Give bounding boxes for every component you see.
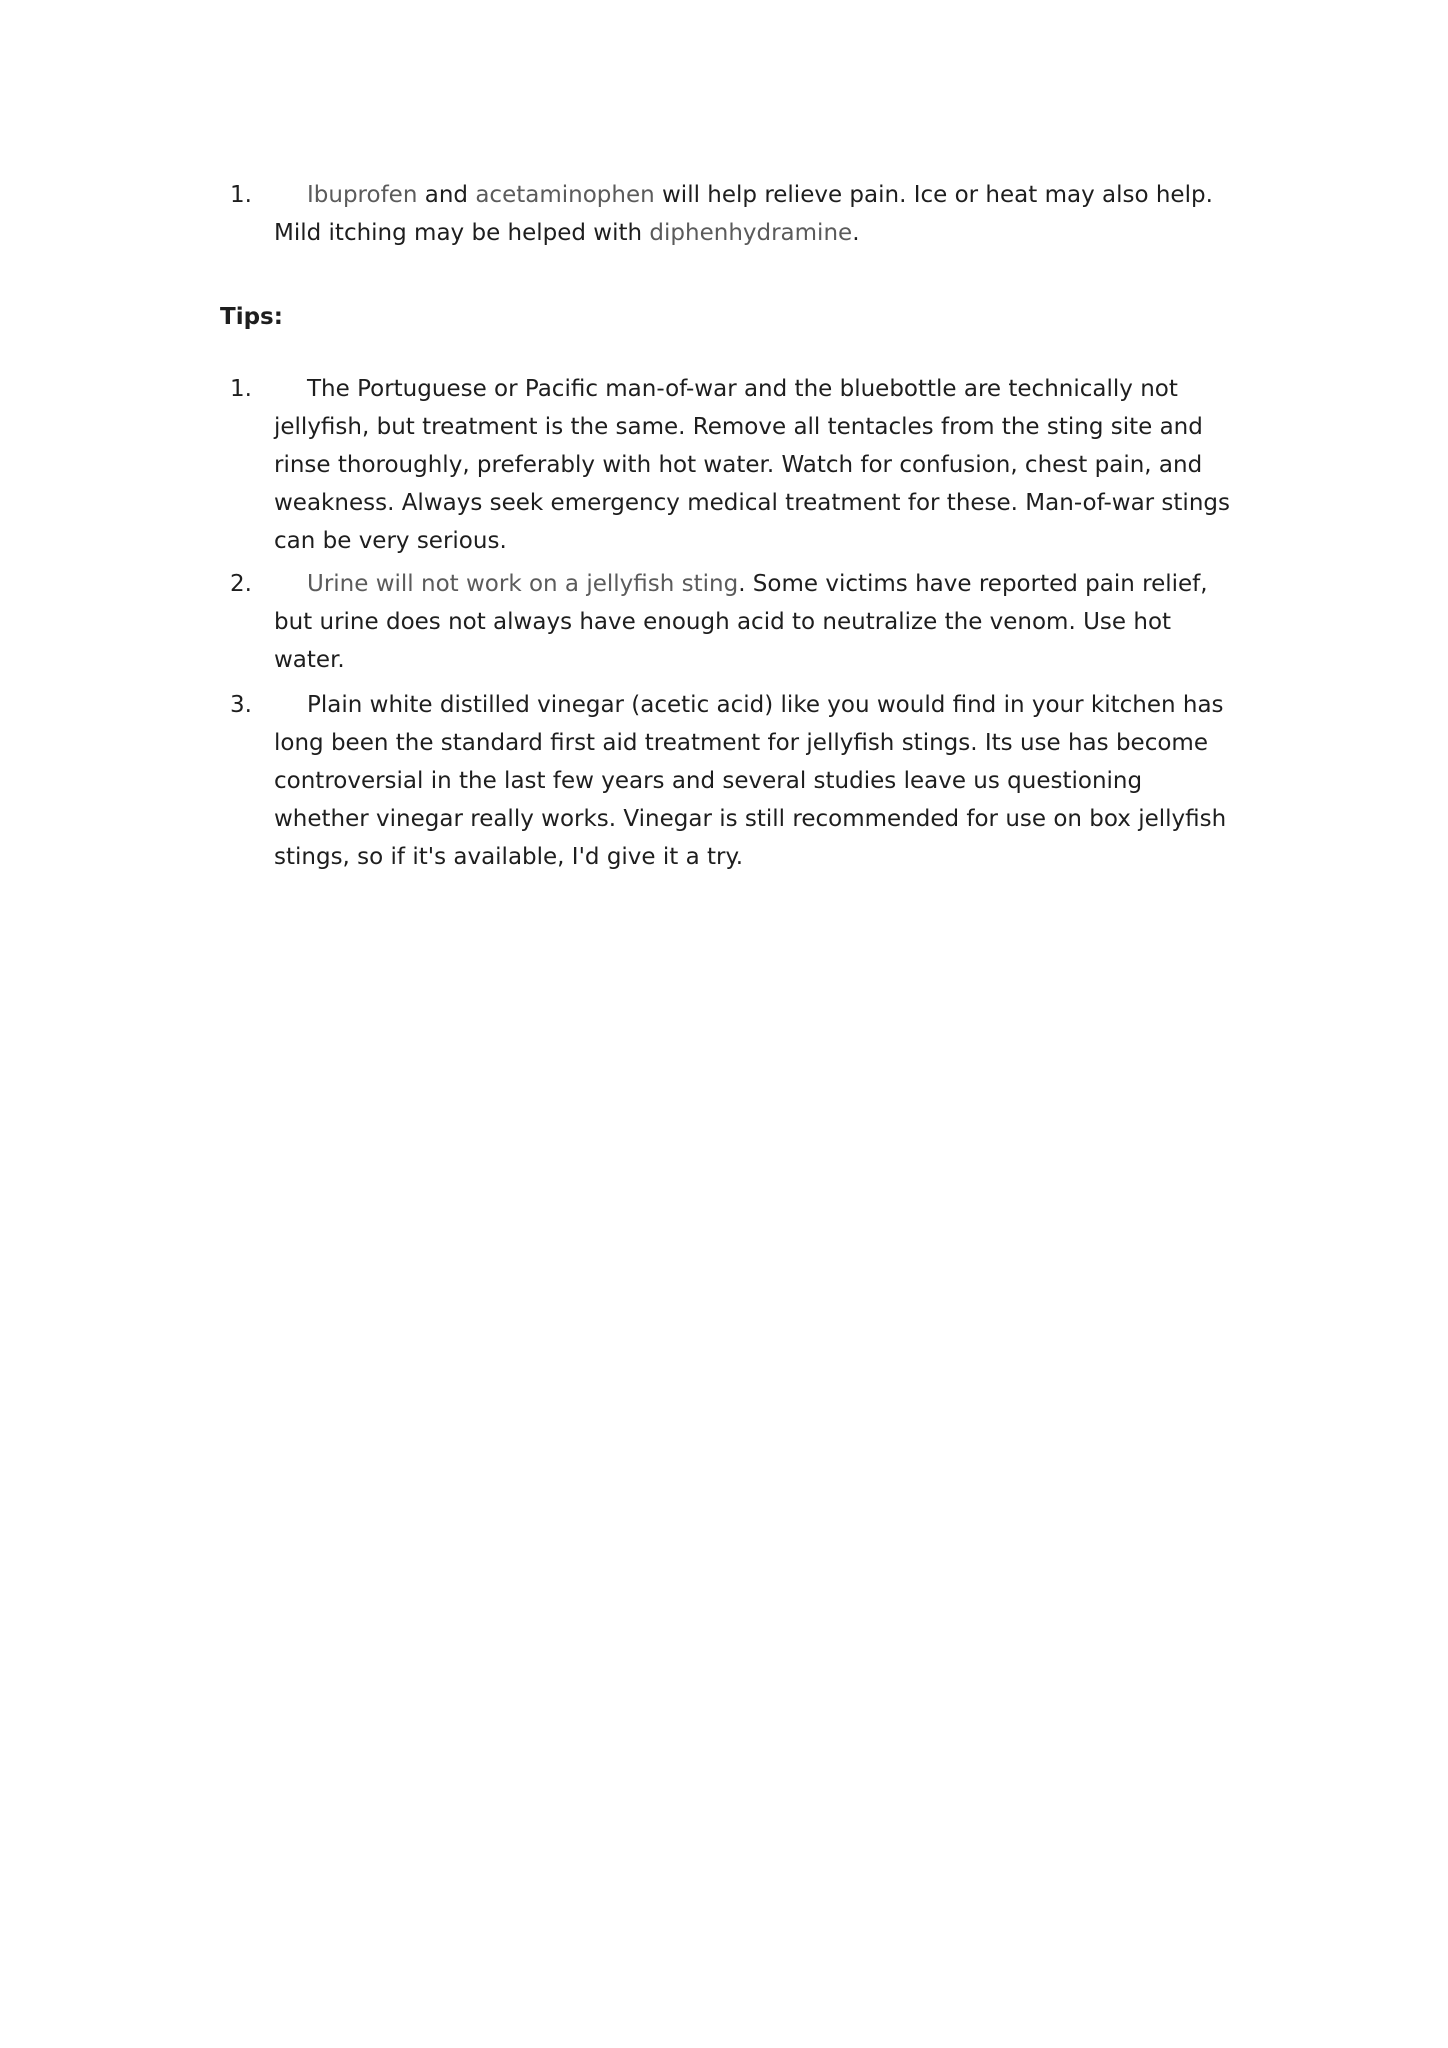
- list-number: 3.: [230, 692, 252, 718]
- text-segment: .: [852, 220, 860, 246]
- tip-item-1: [232, 370, 1242, 560]
- tip-text: The Portuguese or Pacific man-of-war and the bluebottle are technically not jellyfish, but treatment is the same. Remove all tentacles from the sting site and rinse thoroughly, preferably with hot water. Watch for confusion, chest pain, and weakness. Always seek emergency medical treatment for these. Man-of-war stings can be very serious.: [274, 376, 1230, 554]
- text-segment: and: [417, 182, 476, 208]
- ibuprofen-link[interactable]: Ibuprofen: [307, 182, 418, 208]
- urine-sting-link[interactable]: Urine will not work on a jellyfish sting: [307, 571, 739, 597]
- tips-heading: Tips:: [220, 304, 283, 330]
- tip-item-3: [232, 686, 1242, 876]
- list-item-text: [274, 176, 1242, 252]
- tip-item-2: [232, 565, 1242, 679]
- text-segment: . Some victims have reported pain relief, but urine does not always have enough acid to neutralize the venom. Use hot water.: [274, 571, 1208, 673]
- text-segment: will help relieve pain. Ice or heat may also help. Mild itching may be helped with: [274, 182, 1213, 246]
- list-number: 2.: [230, 571, 252, 597]
- acetaminophen-link[interactable]: acetaminophen: [475, 182, 655, 208]
- diphenhydramine-link[interactable]: diphenhydramine: [649, 220, 853, 246]
- tip-text: Plain white distilled vinegar (acetic acid) like you would find in your kitchen has long been the standard first aid treatment for jellyfish stings. Its use has become controversial in the last few years and several studies leave us questioning whether vinegar really works. Vinegar is still recommended for use on box jellyfish stings, so if it's available, I'd give it a try.: [274, 692, 1227, 870]
- list-number: 1.: [230, 376, 252, 402]
- tip-text: [274, 565, 1242, 679]
- list-number: 1.: [230, 182, 252, 208]
- list-item: [232, 176, 1242, 252]
